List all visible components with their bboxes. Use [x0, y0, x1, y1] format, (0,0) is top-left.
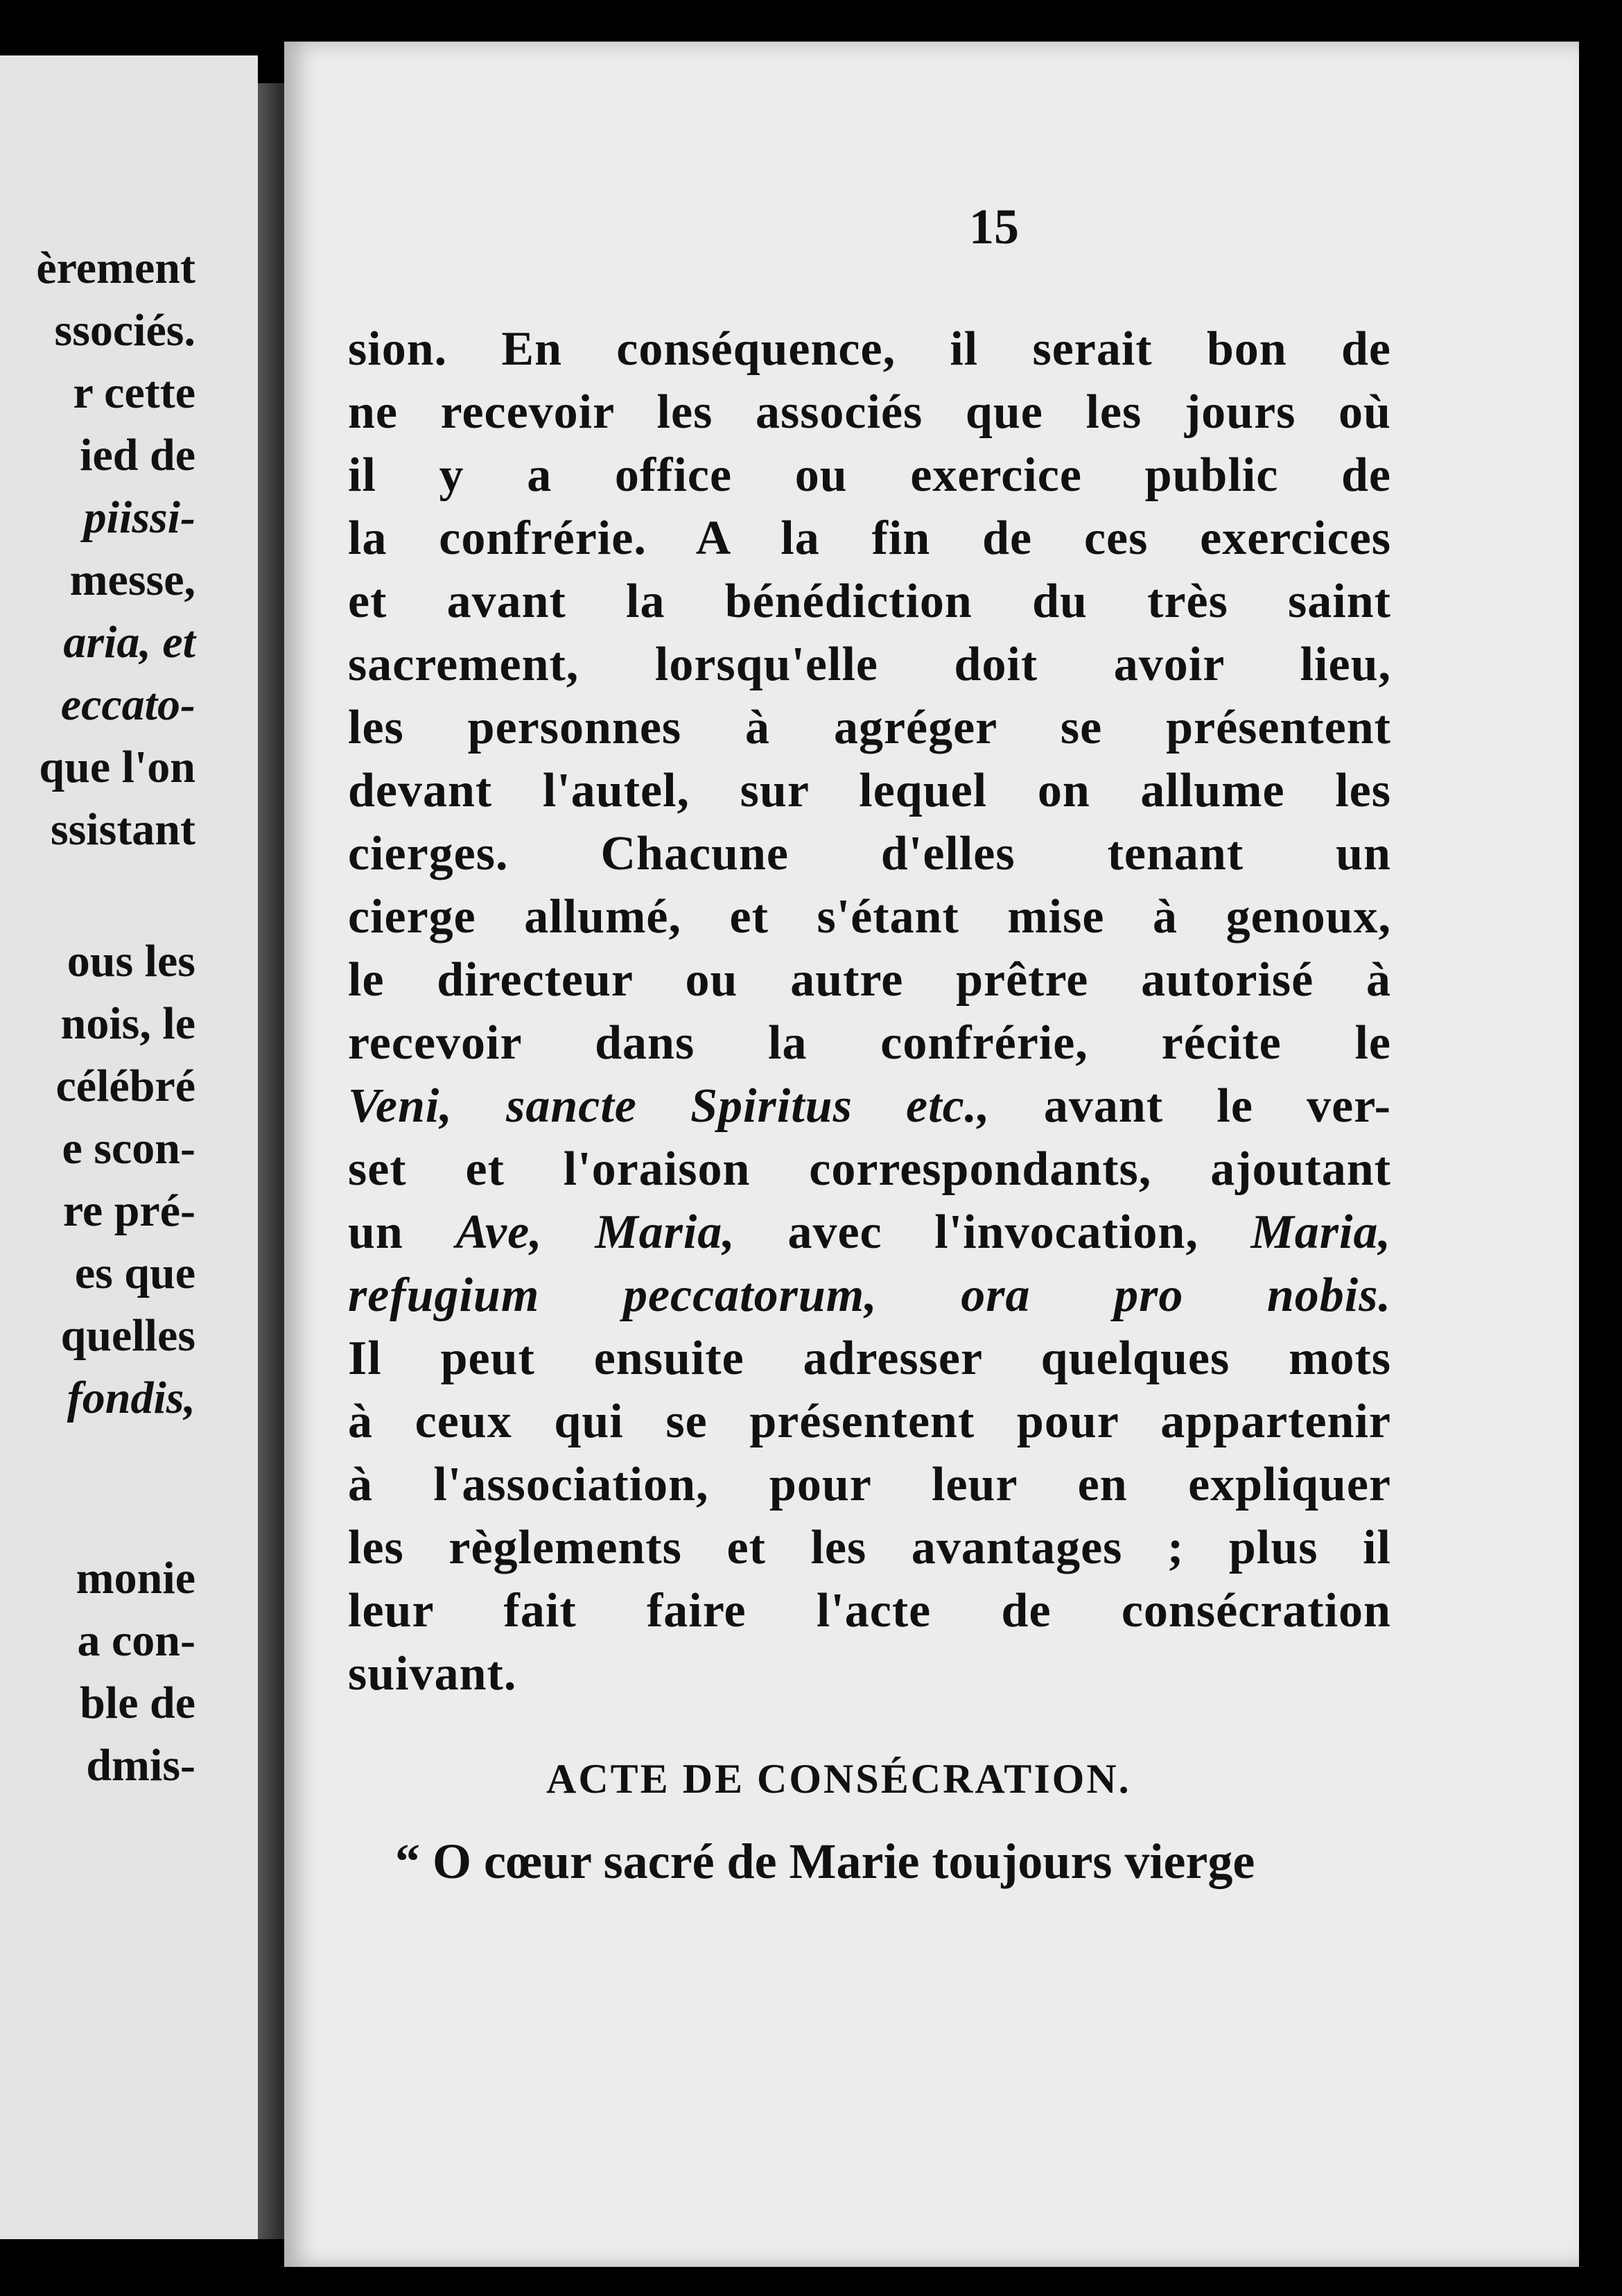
- left-page-fragment: r cette: [73, 367, 195, 418]
- text-run: un: [348, 1206, 456, 1259]
- left-page-fragment: que l'on: [39, 742, 195, 792]
- text-line: à l'association, pour leur en expliquer: [348, 1458, 1391, 1511]
- text-line: le directeur ou autre prêtre autorisé à: [348, 953, 1391, 1007]
- italic-phrase: Veni, sancte Spiritus etc.,: [348, 1079, 991, 1133]
- left-page-fragment: ssociés.: [54, 305, 195, 356]
- left-page-fragment: dmis-: [86, 1740, 195, 1791]
- left-page-fragment: piissi-: [83, 492, 195, 543]
- left-page: [0, 55, 258, 2239]
- left-page-fragment: re pré-: [62, 1185, 195, 1236]
- italic-phrase: Maria,: [1250, 1206, 1391, 1259]
- text-line: à ceux qui se présentent pour appartenir: [348, 1395, 1391, 1448]
- text-line: ne recevoir les associés que les jours où: [348, 385, 1391, 439]
- text-line: [348, 1075, 1391, 1138]
- right-page: [284, 42, 1579, 2267]
- left-page-fragment: ous les: [67, 936, 195, 986]
- italic-phrase: Ave, Maria,: [455, 1206, 735, 1259]
- left-page-fragment: ied de: [80, 430, 195, 480]
- text-run: avant le ver-: [990, 1079, 1391, 1133]
- left-page-fragment: a con-: [77, 1615, 195, 1666]
- text-line: cierges. Chacune d'elles tenant un: [348, 827, 1391, 880]
- left-page-fragment: fondis,: [67, 1373, 195, 1423]
- left-page-fragment: célébré: [55, 1061, 195, 1111]
- body-text: [348, 318, 1391, 1705]
- text-line: suivant.: [348, 1647, 517, 1701]
- text-line: leur fait faire l'acte de consécration: [348, 1584, 1391, 1637]
- left-page-fragment: nois, le: [60, 998, 195, 1049]
- text-line: la confrérie. A la fin de ces exercices: [348, 512, 1391, 565]
- left-page-fragment: e scon-: [62, 1123, 195, 1174]
- left-page-fragment: aria, et: [63, 617, 195, 668]
- text-run: avec l'invocation,: [735, 1206, 1251, 1259]
- text-line: il y a office ou exercice public de: [348, 449, 1391, 502]
- text-line: cierge allumé, et s'étant mise à genoux,: [348, 890, 1391, 943]
- text-line: refugium peccatorum, ora pro nobis.: [348, 1269, 1391, 1322]
- left-page-fragment: eccato-: [60, 679, 195, 730]
- left-page-fragment: ble de: [80, 1678, 195, 1728]
- opening-line: “ O cœur sacré de Marie toujours vierge: [395, 1834, 1255, 1889]
- page-number: 15: [969, 199, 1019, 254]
- left-page-fragment: quelles: [60, 1310, 195, 1361]
- left-page-fragment: ssistant: [50, 804, 195, 855]
- left-page-fragment: èrement: [36, 243, 195, 293]
- text-line: les personnes à agréger se présentent: [348, 701, 1391, 754]
- text-line: sacrement, lorsqu'elle doit avoir lieu,: [348, 638, 1391, 691]
- text-line: recevoir dans la confrérie, récite le: [348, 1016, 1391, 1070]
- text-line: sion. En conséquence, il serait bon de: [348, 322, 1391, 376]
- text-line: les règlements et les avantages ; plus il: [348, 1521, 1391, 1574]
- text-line: devant l'autel, sur lequel on allume les: [348, 764, 1391, 817]
- text-line: set et l'oraison correspondants, ajoutant: [348, 1142, 1391, 1196]
- text-line: Il peut ensuite adresser quelques mots: [348, 1332, 1391, 1385]
- text-line: [348, 1201, 1391, 1264]
- section-heading: ACTE DE CONSÉCRATION.: [546, 1756, 1131, 1802]
- text-line: et avant la bénédiction du très saint: [348, 575, 1391, 628]
- left-page-fragment: monie: [76, 1553, 195, 1603]
- left-page-fragment: messe,: [69, 555, 195, 605]
- left-page-fragment: es que: [74, 1248, 195, 1298]
